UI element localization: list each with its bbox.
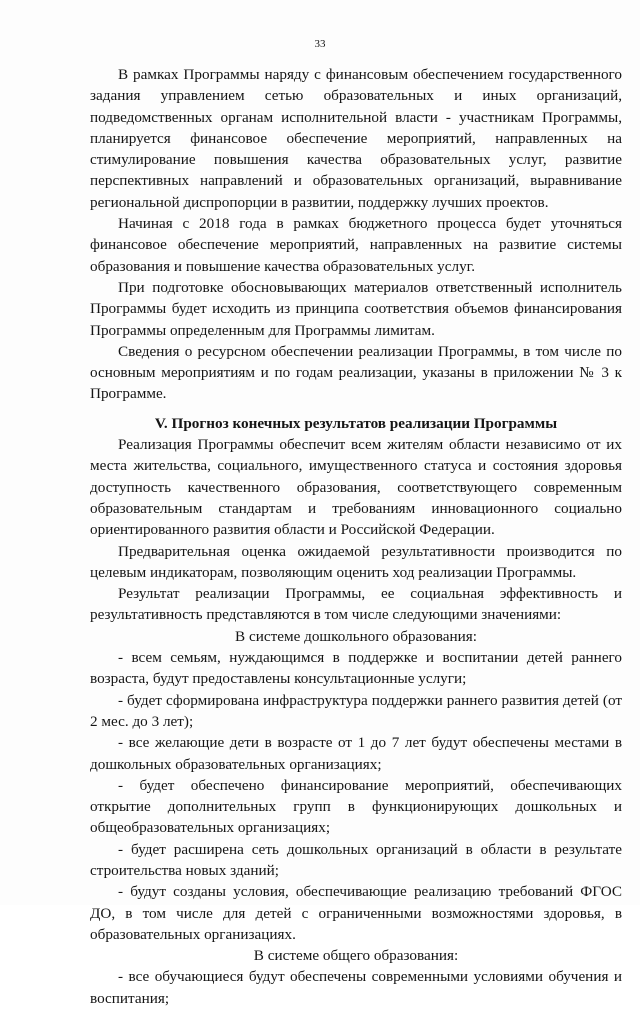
paragraph: При подготовке обосновывающих материалов ответственный исполнитель Программы будет исходить из принципа соответствия объемов финансирования Программы определенным для Программы лимитам.	[90, 278, 622, 339]
subsection-heading-preschool: В системе дошкольного образования:	[235, 627, 477, 645]
document-body	[90, 64, 622, 1009]
list-item: - будут созданы условия, обеспечивающие реализацию требований ФГОС ДО, в том числе для детей с ограниченными возможностями здоровья, в образовательных организациях.	[90, 883, 622, 943]
subsection-heading-general: В системе общего образования:	[253, 947, 459, 965]
paragraph: Результат реализации Программы, ее социальная эффективность и результативность представляются в том числе следующими значениями:	[90, 585, 622, 624]
paragraph: Сведения о ресурсном обеспечении реализации Программы, в том числе по основным мероприятиям и по годам реализации, указаны в приложении № 3 к Программе.	[90, 342, 622, 403]
list-item: - всем семьям, нуждающимся в поддержке и воспитании детей раннего возраста, будут предоставлены консультационные услуги;	[90, 649, 622, 688]
list-item: - все обучающиеся будут обеспечены современными условиями обучения и воспитания;	[90, 968, 622, 1007]
list-item: - будет обеспечено финансирование мероприятий, обеспечивающих открытие дополнительных групп в функционирующих дошкольных и общеобразовательных организациях;	[90, 776, 622, 837]
list-item: - будет расширена сеть дошкольных организаций в области в результате строительства новых зданий;	[90, 840, 622, 879]
paragraph: Реализация Программы обеспечит всем жителям области независимо от их места жительства, социального, имущественного статуса и состояния здоровья доступность качественного образования, соответствующего современным образовательным стандартам и требованиям инновационного социально ориентированного развития области и Российской Федерации.	[90, 436, 622, 539]
list-item: - все желающие дети в возрасте от 1 до 7 лет будут обеспечены местами в дошкольных образовательных организациях;	[90, 734, 622, 773]
section-heading: V. Прогноз конечных результатов реализации Программы	[154, 414, 558, 432]
paragraph: Предварительная оценка ожидаемой результативности производится по целевым индикаторам, позволяющим оценить ход реализации Программы.	[90, 542, 622, 581]
paragraph: Начиная с 2018 года в рамках бюджетного процесса будет уточняться финансовое обеспечение мероприятий, направленных на развитие системы образования и повышение качества образовательных услуг.	[90, 215, 622, 275]
list-item: - будет сформирована инфраструктура поддержки раннего развития детей (от 2 мес. до 3 лет);	[90, 691, 622, 730]
paragraph: В рамках Программы наряду с финансовым обеспечением государственного задания управлением сетью образовательных и иных организаций, подведомственных органам исполнительной власти - участникам Программы, планируется финансовое обеспечение мероприятий, направленных на стимулирование повышения качества образовательных услуг, развитие перспективных направлений и образовательных организаций, выравнивание региональной диспропорции в развитии, поддержку лучших проектов.	[90, 66, 622, 211]
page-number: 33	[314, 38, 326, 50]
